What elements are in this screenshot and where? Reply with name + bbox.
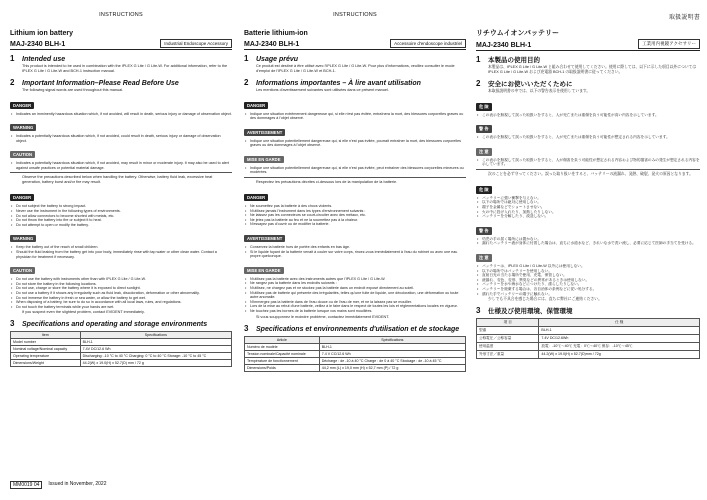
- table-header-item: Article: [245, 336, 320, 343]
- list-item: • Ne soumettez pas la batterie à des chocs violents.: [244, 204, 466, 209]
- section-number: 1: [476, 54, 481, 64]
- precaution-intro: 次のことを必ず守ってください。誤った取り扱いをすると、バッテリーの液漏れ、発熱、破裂、発火の原因となります。: [488, 171, 693, 176]
- danger-definition: • この表示を無視して誤った取扱いをすると、人が死亡または重傷を負う可能性が高い内容を示しています。: [476, 113, 700, 118]
- divider: [244, 177, 466, 178]
- table-cell-item: Température de fonctionnement: [245, 357, 320, 364]
- table-cell-spec: 7.4V DC/12.6 Wh: [80, 346, 231, 353]
- list-item: • 以下の場所では絶対に使用しない。: [476, 200, 700, 205]
- column-japanese: [476, 0, 700, 500]
- table-cell-item: Model number: [11, 339, 81, 346]
- section-1-heading: [476, 55, 700, 64]
- list-item: • Keep the battery out of the reach of small children.: [10, 245, 232, 250]
- list-item: • N'immergez pas la batterie dans de l'eau douce ou de l'eau de mer, et ne la laissez pas se mouiller.: [244, 300, 466, 305]
- list-item: • N'utilisez, ne chargez pas et ne stockez pas la batterie dans un endroit exposé directement au soleil.: [244, 286, 466, 291]
- table-cell-item: Operating temperature: [11, 353, 81, 360]
- list-item: • Ne touchez pas les bornes de la batterie lorsque vos mains sont mouillées.: [244, 309, 466, 314]
- section-1-text: 本製品は、IPLEX G Lite / G Lite-W と組み合わせて使用してください。使用に際しては、以下に示した項目以外については IPLEX G Lite / G Lite-W および充電器 BCH-1 の取扱説明書に従ってください。: [488, 64, 697, 74]
- section-number: 1: [10, 53, 15, 63]
- table-cell-item: Dimensions/Weight: [11, 360, 81, 367]
- caution-definition: • Indique une situation potentiellement dangereuse qui, si elle n'est pas évitée, peut entraîner des blessures corporelles mineures ou modérées.: [244, 166, 466, 175]
- section-title: Usage prévu: [256, 55, 299, 63]
- danger-signal-word: 危 険: [476, 186, 492, 194]
- warning-list: [476, 237, 700, 246]
- section-1-heading: [244, 54, 466, 63]
- table-row: [11, 346, 232, 353]
- model-number: MAJ-2340 BLH-1: [244, 40, 300, 48]
- list-item: • Lors de la mise au rebut d'une batterie, veillez à le faire dans le respect de toutes les lois et réglementations locales en vigueur.: [244, 304, 466, 309]
- list-item: • Conservez la batterie hors de portée des enfants en bas âge.: [244, 245, 466, 250]
- model-number: MAJ-2340 BLH-1: [10, 40, 66, 48]
- caution-signal-word: CAUTION: [10, 267, 35, 274]
- list-item: • Should the fluid leaking from the battery get into your body, immediately rinse with tap water or other clean water. Contact a physician for treatment if necessary.: [10, 250, 232, 259]
- table-cell-item: 公称電圧／公称容量: [477, 335, 539, 343]
- table-row: [477, 351, 700, 359]
- section-2-text: Les mentions d'avertissement suivantes sont utilisées dans ce présent manuel.: [256, 87, 389, 92]
- issue-date: Issued in November, 2022: [48, 481, 107, 487]
- list-item: • バッテリーは、IPLEX G Lite / G Lite-W 以外には使用しない。: [476, 264, 700, 269]
- contact-note: If you suspect even the slightest problem, contact EVIDENT immediately.: [22, 310, 145, 315]
- table-row: [477, 343, 700, 351]
- table-header-spec: 仕 様: [539, 319, 700, 327]
- table-header-spec: Specifications: [80, 332, 231, 339]
- warning-signal-word: WARNING: [10, 235, 36, 242]
- document-code: MM0019 04: [10, 481, 42, 489]
- list-item: • Do not allow connectors to become shorted with metals, etc.: [10, 214, 232, 219]
- danger-list: [244, 204, 466, 227]
- danger-signal-word: DANGER: [244, 194, 268, 201]
- section-number: 3: [244, 323, 249, 333]
- warning-signal-word: WARNING: [10, 124, 36, 131]
- list-item: • バッテリーを水や海水などにつけたり、濡らしたりしない。: [476, 282, 700, 287]
- danger-signal-word: DANGER: [244, 102, 268, 109]
- list-item: • 端子を金属などでショートさせない。: [476, 205, 700, 210]
- divider: [10, 172, 232, 173]
- section-number: 2: [476, 78, 481, 88]
- list-item: • Do not use the battery with instruments other than with IPLEX G Lite / G Lite-W.: [10, 277, 232, 282]
- section-2-heading: [10, 78, 232, 87]
- header-label: 取扱説明書: [668, 15, 700, 21]
- section-number: 2: [244, 77, 249, 87]
- table-row: [477, 327, 700, 335]
- section-3-heading: [476, 306, 700, 315]
- contact-note: 少しでも不具合を感じた場合には、直ちに弊社にご連絡ください。: [488, 297, 602, 302]
- danger-definition: • Indicates an imminently hazardous situation which, if not avoided, will result in death, serious injury or damage of observation object.: [10, 112, 232, 117]
- section-title: 安全にお使いいただくために: [488, 80, 573, 88]
- caution-definition: • この表示を無視して誤った取扱いをすると、人が傷害を負う可能性が想定される内容および物的損害のみの発生が想定される内容を示しています。: [476, 158, 700, 167]
- danger-definition: • Indique une situation extrêmement dangereuse qui, si elle n'est pas évitée, entraînera la mort, des blessures corporelles graves ou des dommages à l'objet observé.: [244, 112, 466, 121]
- caution-signal-word: CAUTION: [10, 151, 35, 158]
- list-item: • バッテリーを廃棄する場合は、各自治体の条例などに従い処分する。: [476, 287, 700, 292]
- caution-list: [244, 277, 466, 314]
- table-row: [11, 353, 232, 360]
- section-number: 1: [244, 53, 249, 63]
- section-1-heading: [10, 54, 232, 63]
- table-header-item: Item: [11, 332, 81, 339]
- caution-list: [10, 277, 232, 309]
- list-item: • 濡れた手でバッテリーの端子に触れない。: [476, 292, 700, 297]
- list-item: • Si le liquide fuyant de la batterie venait à couler sur votre corps, rincez-vous immédiatement à l'eau du robinet ou avec une eau propre quelconque.: [244, 250, 466, 259]
- table-cell-spec: BLH-1: [539, 327, 700, 335]
- category-tag: Accessoire d'endoscope industriel: [390, 39, 466, 48]
- product-title: Batterie lithium-ion: [244, 30, 308, 37]
- list-item: • Do not touch the battery terminals while your hands are wet.: [10, 305, 232, 310]
- warning-list: [10, 245, 232, 259]
- table-row: [245, 343, 466, 350]
- table-cell-item: Nominal voltage/Nominal capacity: [11, 346, 81, 353]
- table-row: [245, 357, 466, 364]
- table-cell-spec: 7.4 V CC/12.6 Wh: [319, 350, 465, 357]
- list-item: • 液漏れ、変色、変形、異臭などの異常があるときは使用しない。: [476, 278, 700, 283]
- list-item: • 以下の場所ではバッテリーを使用しない。: [476, 269, 700, 274]
- section-title: 本製品の使用目的: [488, 56, 540, 64]
- divider: [476, 169, 700, 170]
- precaution-intro: Observe the precautions described below when handling the battery. Otherwise, battery fluid leak, excessive heat generation, battery burst and/or fire may result.: [22, 175, 213, 185]
- section-number: 3: [10, 319, 15, 329]
- footer: [10, 481, 107, 489]
- table-header-item: 項 目: [477, 319, 539, 327]
- caution-list: [476, 264, 700, 296]
- spec-table: [244, 336, 466, 372]
- list-item: • N'essayez pas d'ouvrir ou de modifier la batterie.: [244, 222, 466, 227]
- danger-signal-word: 危 険: [476, 103, 492, 111]
- list-item: • Do not subject the battery to strong impact.: [10, 204, 232, 209]
- caution-signal-word: 注 意: [476, 254, 492, 262]
- caution-definition: • Indicates a potentially hazardous situation which, if not avoided, may result in minor or moderate injury. It may also be used to alert against unsafe practices or potential material damage.: [10, 161, 232, 170]
- section-3-heading: [10, 319, 232, 328]
- danger-signal-word: DANGER: [10, 102, 34, 109]
- section-title: 仕様及び使用環境、保管環境: [488, 308, 573, 316]
- product-title: Lithium ion battery: [10, 30, 73, 37]
- table-cell-spec: BLH-1: [80, 339, 231, 346]
- warning-signal-word: 警 告: [476, 227, 492, 235]
- title-rule: [244, 49, 466, 50]
- table-cell-item: Tension nominale/Capacité nominale: [245, 350, 320, 357]
- header-label: INSTRUCTIONS: [99, 12, 143, 18]
- list-item: • 幼児の手の届く場所には置かない。: [476, 237, 700, 242]
- section-1-text: Ce produit est destiné à être utilisé avec l'IPLEX G Lite / G Lite-W. Pour plus d'informations, veuillez consulter le mode d'emploi de l'IPLEX G Lite / G Lite-W et BCH-1.: [256, 63, 455, 73]
- list-item: • Ne laissez pas les connecteurs se court-circuiter avec des métaux, etc.: [244, 213, 466, 218]
- list-item: • Do not attempt to open or modify the battery.: [10, 223, 232, 228]
- list-item: • Ne rangez pas la batterie dans les endroits suivants :: [244, 281, 466, 286]
- section-title: Specifications et environnements d'utilisation et de stockage: [256, 325, 460, 333]
- table-row: [477, 335, 700, 343]
- danger-list: [10, 204, 232, 227]
- danger-list: [476, 196, 700, 219]
- list-item: • 火の中に投げ入れたり、加熱したりしない。: [476, 210, 700, 215]
- model-number: MAJ-2340 BLH-1: [476, 41, 532, 49]
- list-item: • N'utilisez jamais l'instrument dans les types d'environnement suivants :: [244, 209, 466, 214]
- section-title: Intended use: [22, 55, 66, 63]
- warning-signal-word: 警 告: [476, 125, 492, 133]
- section-3-heading: [244, 324, 466, 333]
- section-2-heading: [244, 78, 466, 87]
- table-cell-item: 外形寸法／重量: [477, 351, 539, 359]
- precaution-intro: Respectez les précautions décrites ci-dessous lors de la manipulation de la batterie.: [256, 180, 398, 185]
- list-item: • バッテリーに強い衝撃を与えない。: [476, 196, 700, 201]
- section-2-text: 本取扱説明書の中では、以下の警告表示を使用しています。: [488, 88, 591, 93]
- list-item: • N'utilisez pas la batterie avec des instruments autres que l'IPLEX G Lite / G Lite-W.: [244, 277, 466, 282]
- column-english: [10, 0, 232, 500]
- list-item: • Do not use a battery if it shows any irregularity such as fluid leak, discoloration, deformation or other abnormality.: [10, 291, 232, 296]
- table-header-spec: Spécifications: [319, 336, 465, 343]
- list-item: • Do not throw the battery into fire or subject it to heat.: [10, 218, 232, 223]
- caution-signal-word: 注 意: [476, 148, 492, 156]
- section-title: Important Information–Please Read Before Use: [22, 79, 179, 87]
- table-cell-spec: 放電：-10℃～40℃ 充電：0℃～40℃ 保存：-10℃～45℃: [539, 343, 700, 351]
- warning-list: [244, 245, 466, 259]
- table-cell-spec: Décharge : de -10 à 40 °C Charge : de 0 à 40 °C Stockage : de -10 à 45 °C: [319, 357, 465, 364]
- warning-signal-word: AVERTISSEMENT: [244, 129, 285, 136]
- list-item: • Do not use, charge or store the battery where it is exposed to direct sunlight.: [10, 286, 232, 291]
- table-row: [245, 364, 466, 371]
- warning-definition: • この表示を無視して誤った取扱いをすると、人が死亡または重傷を負う可能性が想定される内容を示しています。: [476, 135, 700, 140]
- table-cell-spec: Discharging: -10 °C to 40 °C Charging: 0 °C to 40 °C Storage: -10 °C to 45 °C: [80, 353, 231, 360]
- list-item: • When disposing of a battery, be sure to do so in accordance with all local laws, rules, and regulations.: [10, 300, 232, 305]
- category-tag: 工業用内視鏡アクセサリー: [638, 39, 700, 49]
- list-item: • 直射日光の当たる場所で使用、充電、保管しない。: [476, 273, 700, 278]
- spec-table: [476, 318, 700, 359]
- category-tag: Industrial Endoscope Accessory: [160, 39, 232, 48]
- header-label: INSTRUCTIONS: [333, 12, 377, 18]
- list-item: • バッテリーを分解したり、改造しない。: [476, 214, 700, 219]
- caution-signal-word: MISE EN GARDE: [244, 267, 284, 274]
- warning-definition: • Indicates a potentially hazardous situation which, if not avoided, could result in death, serious injury or damage of observation object.: [10, 134, 232, 143]
- section-2-text: The following signal words are used throughout this manual.: [22, 87, 124, 92]
- title-rule: [476, 50, 700, 51]
- table-cell-spec: 44.2(W) x 19.0(H) x 52.7(D) mm / 72 g: [80, 360, 231, 367]
- table-row: [11, 339, 232, 346]
- section-title: Specifications and operating and storage environments: [22, 321, 208, 329]
- table-cell-item: Dimensions/Poids: [245, 364, 320, 371]
- table-cell-spec: 44.2(W) x 19.0(H) x 52.7(D)mm / 72g: [539, 351, 700, 359]
- title-rule: [10, 49, 232, 50]
- section-2-heading: [476, 79, 700, 88]
- list-item: • Never use the instrument in the following types of environments.: [10, 209, 232, 214]
- list-item: • N'utilisez pas de batterie qui présente des irrégularités, telles qu'une fuite de liquide, une décoloration, une déformation ou toute autre anomalie.: [244, 291, 466, 300]
- section-title: Informations importantes – À lire avant utilisation: [256, 79, 421, 87]
- table-cell-item: 使用温度: [477, 343, 539, 351]
- caution-signal-word: MISE EN GARDE: [244, 156, 284, 163]
- list-item: • Do not immerse the battery in fresh or sea water, or allow the battery to get wet.: [10, 296, 232, 301]
- column-french: [244, 0, 466, 500]
- table-cell-spec: 7.4V DC/12.6Wh: [539, 335, 700, 343]
- list-item: • 漏れたバッテリー液が身体に付着した場合は、直ちに水道水など、きれいな水で洗い流し、必要に応じて医師の手当てを受ける。: [476, 241, 700, 246]
- section-number: 2: [10, 77, 15, 87]
- list-item: • Do not store the battery in the following locations.: [10, 282, 232, 287]
- table-cell-item: 型番: [477, 327, 539, 335]
- table-cell-spec: BLH-1: [319, 343, 465, 350]
- contact-note: Si vous soupçonnez le moindre problème, contactez immédiatement EVIDENT.: [256, 314, 390, 319]
- table-cell-item: Numéro de modèle: [245, 343, 320, 350]
- list-item: • Ne jetez pas la batterie au feu et ne la soumettez pas à la chaleur.: [244, 218, 466, 223]
- spec-table: [10, 331, 232, 367]
- danger-signal-word: DANGER: [10, 194, 34, 201]
- table-cell-spec: 44,2 mm (L) x 19,0 mm (H) x 52,7 mm (P) / 72 g: [319, 364, 465, 371]
- warning-signal-word: AVERTISSEMENT: [244, 235, 285, 242]
- warning-definition: • Indique une situation potentiellement dangereuse qui, si elle n'est pas évitée, pourrait entraîner la mort, des blessures corporelles graves ou des dommages à l'objet observé.: [244, 139, 466, 148]
- section-number: 3: [476, 306, 481, 316]
- table-row: [11, 360, 232, 367]
- table-row: [245, 350, 466, 357]
- section-1-text: This product is intended to be used in combination with the IPLEX G Lite / G Lite-W. For additional information, refer to the IPLEX G Lite / G Lite-W and BCH-1 instruction manual.: [22, 63, 228, 73]
- product-title: リチウムイオンバッテリー: [476, 30, 559, 37]
